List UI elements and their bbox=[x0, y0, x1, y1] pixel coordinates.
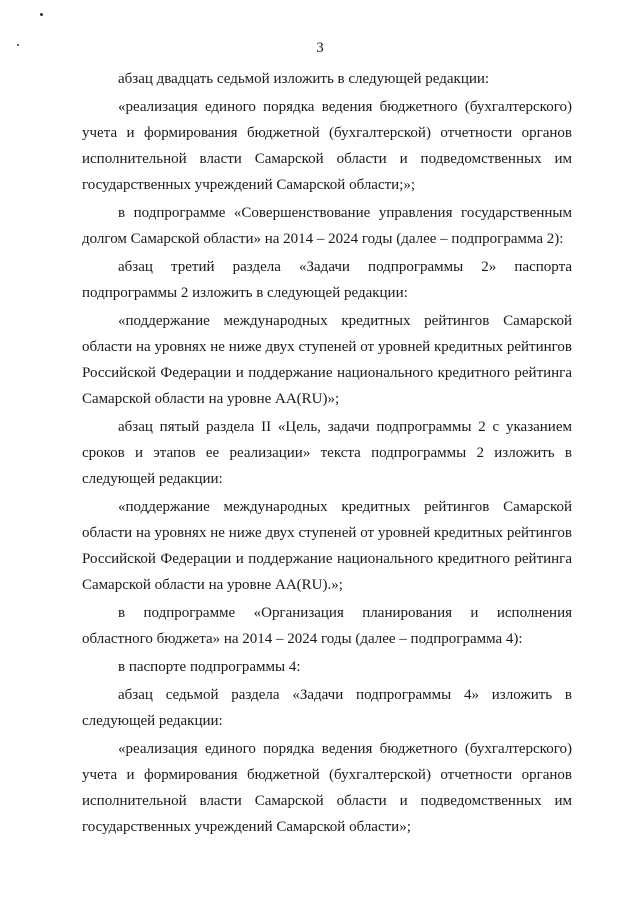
paragraph: «поддержание международных кредитных рейтингов Самарской области на уровнях не ниже двух ступеней от уровней кредитных рейтингов Российской Федерации и поддержание национального кредитного рейтинга Самарской области на уровне AA(RU)»; bbox=[82, 313, 572, 407]
paragraph: «реализация единого порядка ведения бюджетного (бухгалтерского) учета и формирования бюджетной (бухгалтерской) отчетности органов исполнительной власти Самарской области и подведомственных им государственных учреждений Самарской области»; bbox=[82, 741, 572, 835]
paragraph: в подпрограмме «Совершенствование управления государственным долгом Самарской области» на 2014 – 2024 годы (далее – подпрограмма 2): bbox=[82, 205, 572, 247]
paragraph: «реализация единого порядка ведения бюджетного (бухгалтерского) учета и формирования бюджетной (бухгалтерской) отчетности органов исполнительной власти Самарской области и подведомственных им государственных учреждений Самарской области;»; bbox=[82, 99, 572, 193]
page-number: 3 bbox=[316, 40, 324, 56]
paragraph: «поддержание международных кредитных рейтингов Самарской области на уровнях не ниже двух ступеней от уровней кредитных рейтингов Российской Федерации и поддержание национального кредитного рейтинга Самарской области на уровне AA(RU).»; bbox=[82, 499, 572, 593]
paragraph: абзац седьмой раздела «Задачи подпрограммы 4» изложить в следующей редакции: bbox=[82, 687, 572, 729]
scan-speck bbox=[40, 13, 43, 16]
paragraph: абзац двадцать седьмой изложить в следующей редакции: bbox=[118, 71, 490, 87]
paragraph: абзац пятый раздела II «Цель, задачи подпрограммы 2 с указанием сроков и этапов ее реализации» текста подпрограммы 2 изложить в следующей редакции: bbox=[82, 419, 572, 487]
paragraph: абзац третий раздела «Задачи подпрограммы 2» паспорта подпрограммы 2 изложить в следующей редакции: bbox=[82, 259, 572, 301]
paragraph: в подпрограмме «Организация планирования и исполнения областного бюджета» на 2014 – 2024 годы (далее – подпрограмма 4): bbox=[82, 605, 572, 647]
paragraph: в паспорте подпрограммы 4: bbox=[118, 659, 301, 675]
document-body bbox=[82, 66, 572, 840]
